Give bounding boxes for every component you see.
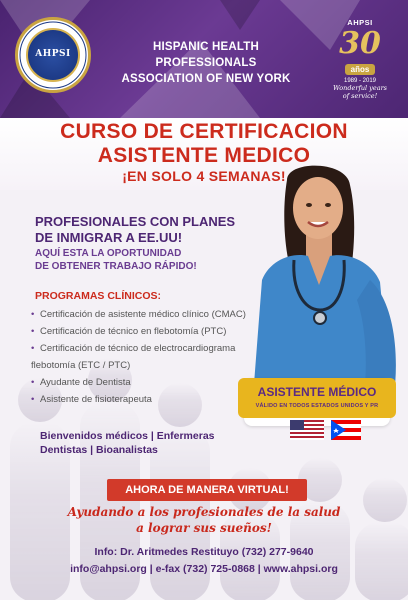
header-band — [0, 0, 408, 118]
puerto-rico-flag-icon — [329, 420, 363, 440]
title-line1: CURSO DE CERTIFICACION — [60, 120, 348, 143]
intro-line3: AQUÍ ESTA LA OPORTUNIDAD — [35, 248, 182, 259]
anniversary-anos: años — [345, 64, 376, 75]
virtual-banner: AHORA DE MANERA VIRTUAL! — [107, 479, 307, 501]
title-line2: ASISTENTE MEDICO — [97, 144, 311, 167]
program-item-label: Certificación de técnico de electrocardiograma — [40, 343, 236, 354]
badge-title: ASISTENTE MÉDICO — [257, 385, 377, 399]
program-item — [31, 306, 311, 323]
anniversary-tagline-1: Wonderful years — [332, 84, 388, 92]
bullet-icon: • — [31, 343, 35, 354]
program-item-label-continued: flebotomía (ETC / PTC) — [31, 360, 131, 371]
org-name-line2: ASSOCIATION OF NEW YORK — [121, 73, 291, 85]
welcome-line2: Dentistas | Bioanalistas — [40, 444, 158, 456]
ahpsi-seal-logo — [15, 17, 91, 93]
slogan — [0, 504, 408, 536]
intro-line1: PROFESIONALES CON PLANES — [35, 214, 236, 229]
program-item-label: Certificación de asistente médico clínico (CMAC) — [40, 309, 246, 320]
title-line3: ¡EN SOLO 4 SEMANAS! — [122, 168, 286, 184]
badge-subtitle: VÁLIDO EN TODOS ESTADOS UNIDOS Y PR — [255, 403, 379, 409]
us-flag-icon — [290, 420, 324, 440]
bullet-icon: • — [31, 309, 35, 320]
program-item-label: Asistente de fisioterapeuta — [40, 394, 152, 405]
contact-info-line1: Info: Dr. Aritmedes Restituyo (732) 277-9640 — [94, 546, 314, 558]
program-item-label: Certificación de técnico en flebotomía (PTC) — [40, 326, 227, 337]
slogan-line1: Ayudando a los profesionales de la salud — [67, 505, 341, 519]
contact-info-line2: info@ahpsi.org | e-fax (732) 725-0868 | www.ahpsi.org — [70, 563, 338, 575]
intro-headline — [35, 214, 255, 246]
seal-text: AHPSI — [35, 49, 71, 59]
programs-heading: PROGRAMAS CLÍNICOS: — [35, 290, 161, 302]
badge-banner — [238, 378, 396, 418]
welcome-text — [40, 429, 260, 457]
seal-center — [26, 28, 80, 82]
slogan-line2: a lograr sus sueños! — [136, 521, 272, 535]
anniversary-tagline-2: of service! — [342, 92, 378, 100]
bullet-icon: • — [31, 326, 35, 337]
welcome-line1: Bienvenidos médicos | Enfermeras — [40, 430, 215, 442]
anniversary-years: 1989 - 2019 — [343, 78, 377, 84]
intro-subheadline — [35, 247, 255, 273]
intro-line2: DE INMIGRAR A EE.UU! — [35, 230, 183, 245]
asistente-medico-badge — [244, 378, 390, 426]
bullet-icon: • — [31, 394, 35, 405]
anniversary-org: AHPSI — [347, 18, 373, 27]
anniversary-logo — [317, 18, 403, 118]
program-item — [31, 323, 311, 340]
intro-line4: DE OBTENER TRABAJO RÁPIDO! — [35, 261, 197, 272]
organization-name — [101, 39, 311, 87]
org-name-line1: HISPANIC HEALTH PROFESSIONALS — [152, 41, 260, 69]
anniversary-number: 30 — [339, 26, 381, 61]
program-item — [31, 340, 311, 374]
bullet-icon: • — [31, 377, 35, 388]
program-item-label: Ayudante de Dentista — [40, 377, 131, 388]
